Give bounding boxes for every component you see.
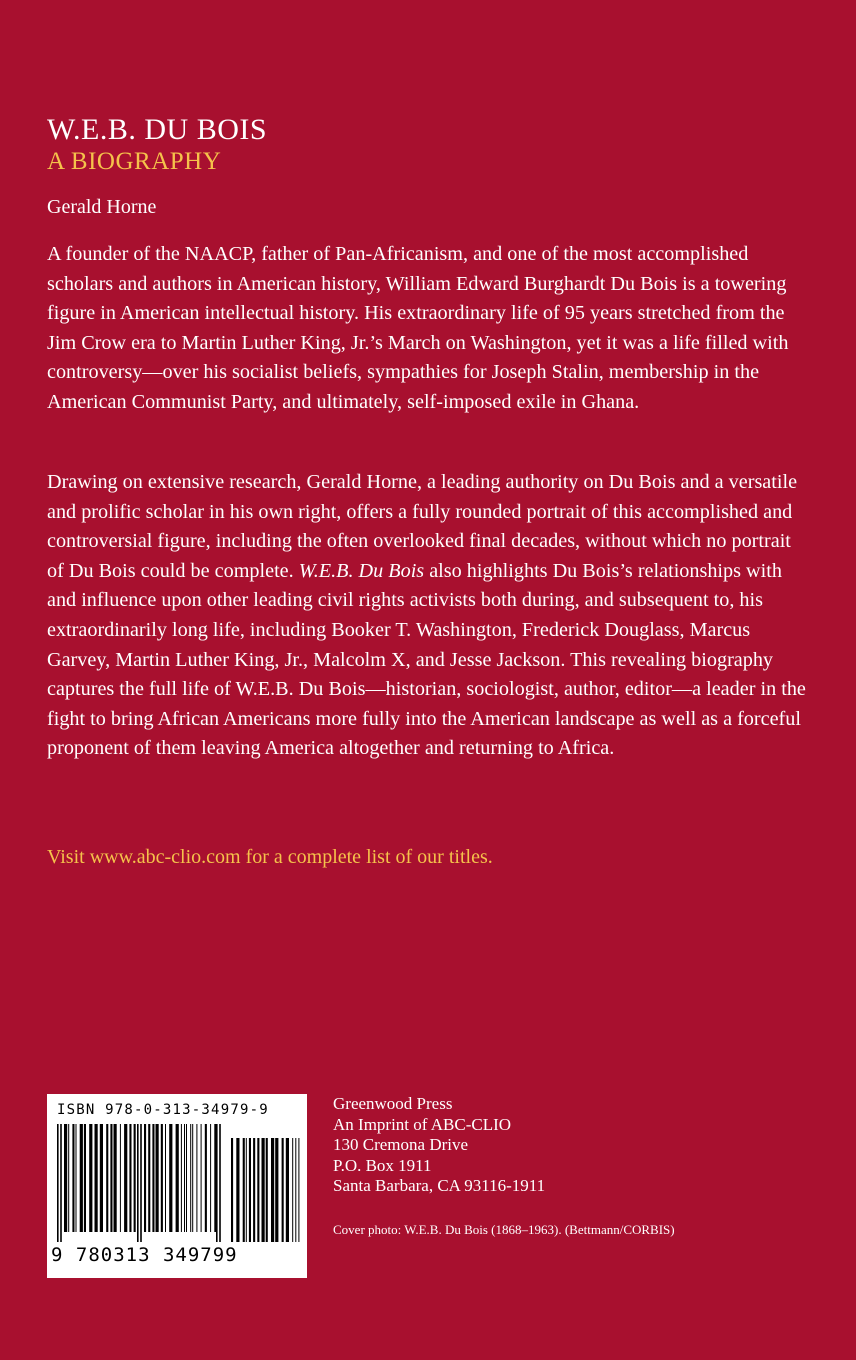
publisher-line: 130 Cremona Drive: [333, 1135, 469, 1155]
publisher-line: P.O. Box 1911: [333, 1155, 432, 1175]
description-paragraph-2: [47, 468, 807, 764]
publisher-line: Santa Barbara, CA 93116-1911: [333, 1176, 546, 1196]
book-title-italic: W.E.B. Du Bois: [298, 559, 425, 582]
barcode-label: [47, 1094, 307, 1278]
photo-credit: Cover photo: W.E.B. Du Bois (1868–1963). (Bettmann/CORBIS): [333, 1222, 675, 1237]
description-paragraph-1: A founder of the NAACP, father of Pan-Africanism, and one of the most accomplished scholars and authors in American history, William Edward Burghardt Du Bois is a towering figure in American intellectual history. His extraordinary life of 95 years stretched from the Jim Crow era to Martin Luther King, Jr.’s March on Washington, yet it was a life filled with controversy—over his socialist beliefs, sympathies for Joseph Stalin, membership in the American Communist Party, and ultimately, self-imposed exile in Ghana.: [47, 243, 789, 413]
paragraph-2-text-end: also highlights Du Bois’s relationships with and influence upon other leading civil rights activists both during, and subsequent to, his extraordinarily long life, including Booker T. Washington, Frederick Douglass, Marcus Garvey, Martin Luther King, Jr., Malcolm X, and Jesse Jackson. This revealing biography captures the full life of W.E.B. Du Bois—historian, sociologist, author, editor—a leader in the fight to bring African Americans more fully into the American landscape as well as a forceful proponent of them leaving America altogether and returning to Africa.: [47, 559, 806, 760]
isbn-text: ISBN 978-0-313-34979-9: [57, 1102, 269, 1118]
barcode-digits: 9 780313 349799: [51, 1244, 238, 1266]
barcode-graphic: [51, 1124, 303, 1242]
paragraph-2-text-start: Drawing on extensive research, Gerald Horne, a leading authority on Du Bois and a versatile and prolific scholar in his own right, offers a fully rounded portrait of this accomplished and controversial figure, including the often overlooked final decades, without which no portrait of Du Bois could be complete.: [47, 471, 798, 582]
book-subtitle: A BIOGRAPHY: [47, 148, 222, 175]
publisher-info: [333, 1094, 545, 1197]
author-name: Gerald Horne: [47, 196, 157, 218]
publisher-line: An Imprint of ABC-CLIO: [333, 1114, 512, 1134]
publisher-line: Greenwood Press: [333, 1094, 453, 1113]
book-title: W.E.B. DU BOIS: [47, 113, 268, 146]
website-note: Visit www.abc-clio.com for a complete list of our titles.: [47, 846, 493, 868]
